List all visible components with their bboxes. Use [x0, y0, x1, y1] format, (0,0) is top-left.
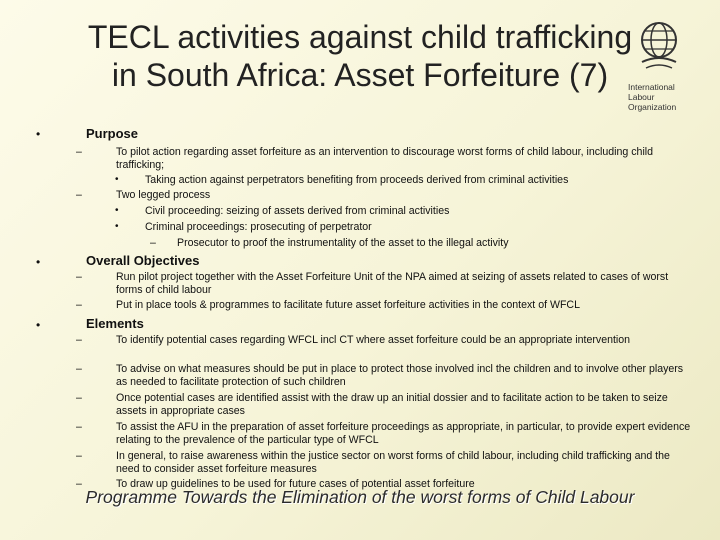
footer-programme-name: Programme Towards the Elimination of the worst forms of Child Labour — [85, 487, 635, 507]
purpose-item-3: Two legged process — [116, 189, 211, 201]
elements-item-1: To identify potential cases regarding WFCL incl CT where asset forfeiture could be an appropriate intervention — [116, 334, 631, 346]
dash: – — [76, 334, 82, 346]
purpose-item-2: Taking action against perpetrators benefiting from proceeds derived from criminal activities — [145, 174, 569, 186]
dash: – — [76, 421, 82, 433]
logo-text: International Labour Organization — [628, 82, 677, 112]
dash: – — [76, 299, 82, 311]
bullet-elements: • — [36, 318, 41, 332]
sub-bullet: • — [115, 174, 119, 185]
purpose-item-6: Prosecutor to proof the instrumentality of the asset to the illegal activity — [177, 237, 509, 249]
sub-dash: – — [150, 237, 156, 249]
elements-item-5: In general, to raise awareness within the justice sector on worst forms of child labour, including child trafficking and the need to consider asset forfeiture measures — [116, 450, 670, 475]
objectives-item-2: Put in place tools & programmes to facilitate future asset forfeiture activities in the context of WFCL — [116, 299, 580, 311]
dash: – — [76, 189, 82, 201]
dash: – — [76, 478, 82, 490]
dash: – — [76, 146, 82, 158]
elements-item-2: To advise on what measures should be put in place to protect those involved incl the children and to involve other players as needed to facilitate protection of such children — [116, 363, 684, 388]
purpose-item-5: Criminal proceedings: prosecuting of perpetrator — [145, 221, 372, 233]
sub-bullet: • — [115, 205, 119, 216]
dash: – — [76, 392, 82, 404]
bullet-objectives: • — [36, 255, 41, 269]
purpose-heading: Purpose — [86, 126, 139, 141]
objectives-heading: Overall Objectives — [86, 253, 200, 268]
elements-heading: Elements — [86, 316, 144, 331]
elements-item-6: To draw up guidelines to be used for future cases of potential asset forfeiture — [116, 478, 475, 490]
elements-item-3: Once potential cases are identified assist with the draw up an initial dossier and to facilitate action to be taken to seize assets in appropriate cases — [116, 392, 668, 417]
bullet-purpose: • — [36, 127, 41, 141]
objectives-item-1: Run pilot project together with the Asset Forfeiture Unit of the NPA aimed at seizing of assets related to cases of worst forms of child labour — [116, 271, 669, 296]
dash: – — [76, 271, 82, 283]
dash: – — [76, 450, 82, 462]
sub-bullet: • — [115, 221, 119, 232]
purpose-item-1: To pilot action regarding asset forfeiture as an intervention to discourage worst forms of child labour, including child trafficking; — [116, 146, 654, 171]
purpose-item-4: Civil proceeding: seizing of assets derived from criminal activities — [145, 205, 450, 217]
title-line-2: in South Africa: Asset Forfeiture (7) — [111, 57, 609, 93]
elements-item-4: To assist the AFU in the preparation of asset forfeiture proceedings as appropriate, in particular, to provide expert evidence relating to the prevalence of the particular type of WFCL — [116, 421, 691, 446]
dash: – — [76, 363, 82, 375]
title-line-1: TECL activities against child trafficking — [87, 19, 633, 55]
